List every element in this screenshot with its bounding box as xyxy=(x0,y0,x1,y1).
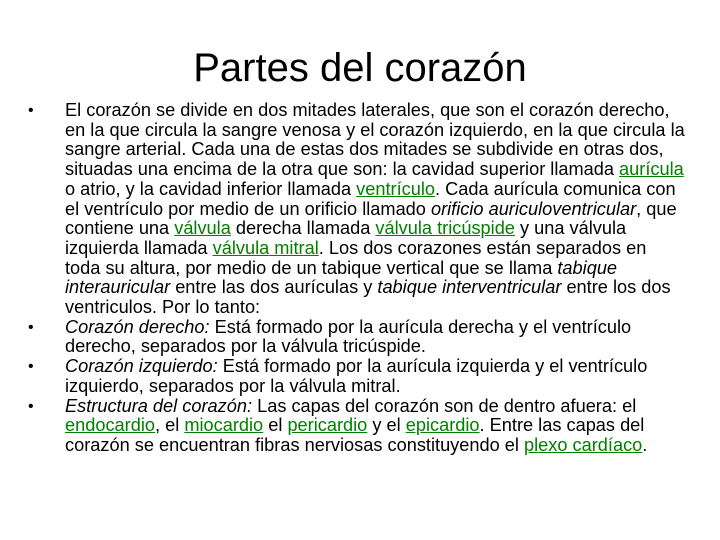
glossary-link[interactable]: epicardio xyxy=(405,415,480,436)
body-text: derecha llamada xyxy=(230,218,376,239)
glossary-link[interactable]: aurícula xyxy=(619,159,684,180)
bullet-item xyxy=(26,318,686,357)
italic-term: Corazón izquierdo: xyxy=(65,356,218,377)
body-text: . Cada aurícula comunica con el ventrículo por medio de un orificio llamado xyxy=(65,178,676,219)
body-text: Las capas del corazón son de dentro afuera: el xyxy=(252,395,637,416)
bullet-list xyxy=(26,101,686,456)
body-text: , que contiene una xyxy=(65,198,677,239)
glossary-link[interactable]: válvula xyxy=(174,218,231,239)
body-text: . Entre las capas del corazón se encuentran fibras nerviosas constituyendo el xyxy=(65,415,645,455)
body-text: Está formado por la aurícula izquierda y el ventrículo izquierdo, separados por la válvula mitral. xyxy=(65,356,648,396)
bullet-item xyxy=(26,397,686,456)
italic-term: Corazón derecho: xyxy=(65,316,210,337)
body-text: El corazón se divide en dos mitades laterales, que son el corazón derecho, en la que circula la sangre venosa y el corazón izquierdo, en la que circula la sangre arterial. Cada una de estas dos mitades se subdivide en otras dos, situadas una encima de la otra que son: la cavidad superior llamada xyxy=(65,100,685,180)
glossary-link[interactable]: ventrículo xyxy=(356,178,436,199)
body-text: y una válvula izquierda llamada xyxy=(65,218,627,258)
bullet-dot-icon: • xyxy=(28,397,34,415)
body-text: entre las dos aurículas y xyxy=(170,277,378,298)
body-text: . xyxy=(642,434,648,455)
italic-term: tabique interauricular xyxy=(65,257,618,298)
italic-term: tabique interventricular xyxy=(377,277,562,298)
glossary-link[interactable]: plexo cardíaco xyxy=(524,434,643,455)
glossary-link[interactable]: válvula tricúspide xyxy=(375,218,515,239)
glossary-link[interactable]: endocardio xyxy=(65,415,155,436)
body-text: . Los dos corazones están separados en toda su altura, por medio de un tabique vertical que se llama xyxy=(65,237,647,278)
glossary-link[interactable]: válvula mitral xyxy=(212,237,319,258)
glossary-link[interactable]: miocardio xyxy=(184,415,264,436)
body-text: entre los dos ventriculos. Por lo tanto: xyxy=(65,277,671,318)
bullet-dot-icon: • xyxy=(28,102,34,119)
italic-term: orificio auriculoventricular xyxy=(430,198,637,219)
bullet-item xyxy=(26,101,686,318)
bullet-dot-icon: • xyxy=(28,358,34,376)
glossary-link[interactable]: pericardio xyxy=(287,415,368,436)
italic-term: Estructura del corazón: xyxy=(65,395,253,416)
body-text: o atrio, y la cavidad inferior llamada xyxy=(65,178,357,199)
slide-title: Partes del corazón xyxy=(193,46,527,90)
body-text: , el xyxy=(155,415,185,436)
body-text: y el xyxy=(367,415,406,436)
body-text: el xyxy=(263,415,288,436)
bullet-item xyxy=(26,357,686,396)
bullet-dot-icon: • xyxy=(28,318,34,336)
body-text: Está formado por la aurícula derecha y el ventrículo derecho, separados por la válvula tricúspide. xyxy=(65,316,632,357)
